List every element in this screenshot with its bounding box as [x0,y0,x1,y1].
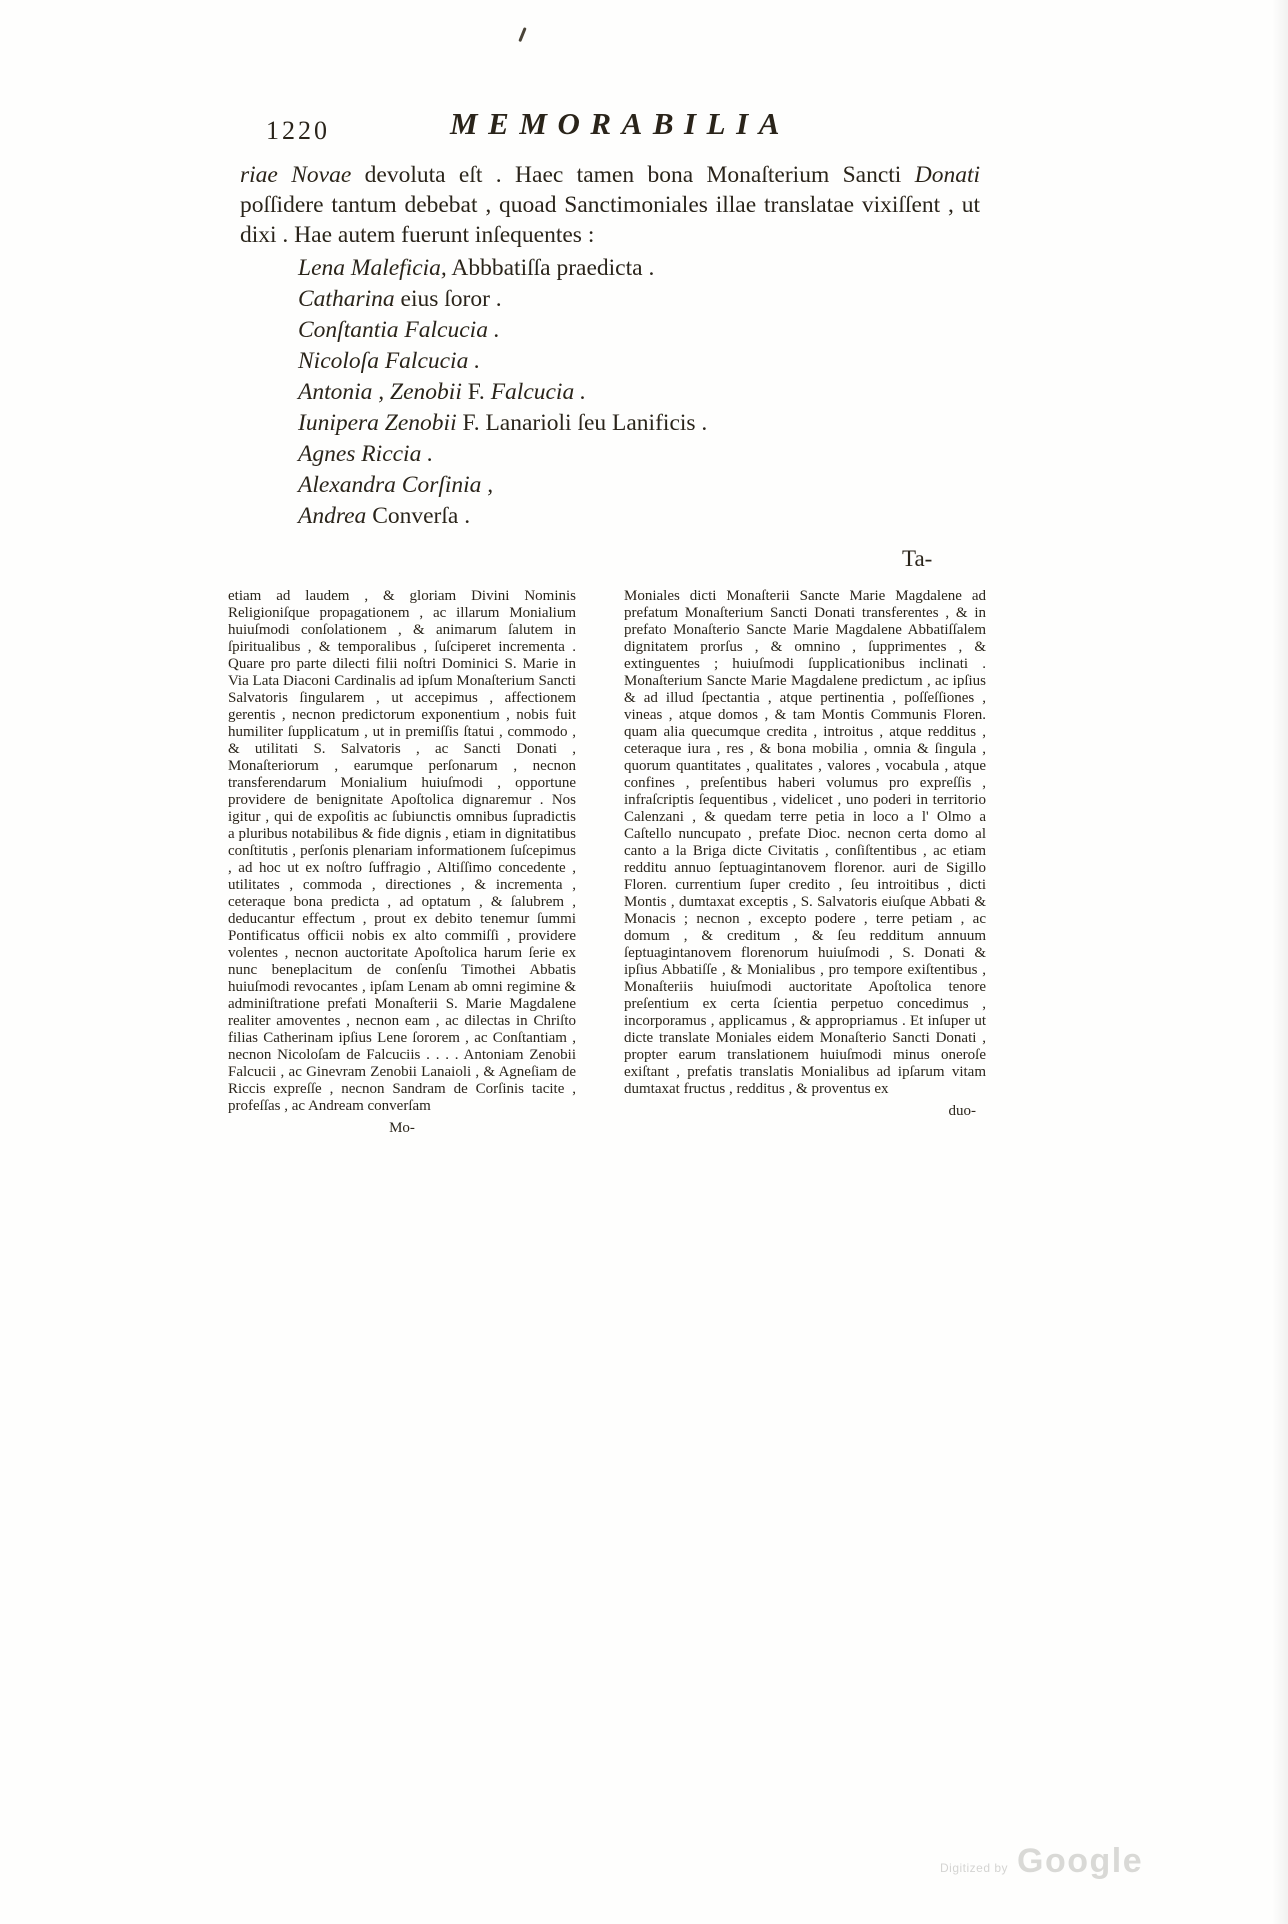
right-column [624,588,986,1137]
text-segment: Zenobii [390,379,462,405]
text-segment: eius ſoror . [394,286,502,312]
name-list-item [298,315,980,346]
intro-paragraph [240,160,980,250]
name-list-item [298,439,980,470]
main-text-block [240,160,980,532]
left-column-catchword: Mo- [389,1120,415,1136]
name-list-item [298,470,980,501]
nun-name-list [298,253,980,532]
text-segment: F. [461,379,491,405]
text-segment: poſſidere tantum debebat , quoad Sanctimoniales illae translatae vixiſſent , ut dixi . Hae autem fuerunt inſequentes : [240,192,980,248]
left-column [228,588,576,1137]
text-segment: Conſtantia Falcucia . [298,317,500,343]
text-segment: Nicoloſa Falcucia . [298,348,481,374]
text-segment: Falcucia . [490,379,586,405]
name-list-item [298,253,980,284]
text-segment: Andrea [298,503,367,529]
text-segment: Iunipera Zenobii [298,410,457,436]
text-segment: F. Lanarioli ſeu Lanificis . [456,410,708,436]
text-segment: Donati [914,162,980,188]
text-segment: Alexandra Corſinia , [298,472,494,498]
running-title: MEMORABILIA [450,106,790,141]
name-list-item [298,501,980,532]
google-watermark [940,1842,1143,1881]
text-segment: Converſa . [366,503,471,529]
text-segment: Lena Maleficia, [298,255,447,281]
left-column-text: etiam ad laudem , & gloriam Divini Nominis Religioniſque propagationem , ac illarum Monialium huiuſmodi conſolationem , & animarum ſalutem in ſpiritualibus , & temporalibus , ſuſciperet incrementa . Quare pro parte dilecti filii noſtri Dominici S. Marie in Via Lata Diaconi Cardinalis ad ipſum Monaſterium Sancti Salvatoris ſingularem , ut accepimus , affectionem gerentis , necnon predictorum exponentium , nobis fuit humiliter ſupplicatum , ut in premiſſis ſtatui , commodo , & utilitati S. Salvatoris , ac Sancti Donati , Monaſteriorum , earumque perſonarum , necnon transferendarum Monialium huiuſmodi , opportune providere de benignitate Apoſtolica dignaremur . Nos igitur , qui de expoſitis ac ſubiunctis omnibus ſupradictis a pluribus notabilibus & fide dignis , etiam in dignitatibus conſtitutis , perſonis plenariam informationem ſuſcepimus , ad hoc ut ex noſtro ſuffragio , Altiſſimo concedente , utilitates , commoda , directiones , & incrementa , ceteraque bona predicta , ad optatum , & ſalubrem , deducantur effectum , prout ex debito tenemur ſummi Pontificatus officii nobis ex alto commiſſi , providere volentes , necnon auctoritate Apoſtolica harum ſerie ex nunc beneplacitum de conſenſu Timothei Abbatis huiuſmodi revocantes , ipſam Lenam ab omni regimine & adminiſtratione prefati Monaſterii S. Marie Magdalene realiter amoventes , necnon eam , ac dilectas in Chriſto filias Catherinam ipſius Lene ſororem , ac Conſtantiam , necnon Nicoloſam de Falcuciis . . . . Antoniam Zenobii Falcucii , ac Ginevram Zenobii Lanaioli , & Agneſiam de Riccis expreſſe , necnon Sandram de Corſinis tacite , profeſſas , ac Andream converſam [228,588,576,1114]
name-list-item [298,284,980,315]
text-segment: Abbbatiſſa praedicta . [446,255,655,281]
text-segment: Catharina [298,286,395,312]
scan-artifact-mark [518,27,526,42]
page-number: 1220 [266,116,330,145]
name-list-item [298,408,980,439]
name-list-item [298,377,980,408]
digitized-by-label: Digitized by [940,1861,1009,1875]
text-segment: Antonia , [298,379,385,405]
text-segment: riae Novae [240,162,352,188]
catchword-main: Ta- [902,546,933,571]
name-list-item [298,346,980,377]
footnote-columns [228,588,986,1137]
right-column-text: Moniales dicti Monaſterii Sancte Marie Magdalene ad prefatum Monaſterium Sancti Donati transferentes , & in prefato Monaſterio Sancte Marie Magdalene Abbatiſſalem dignitatem prorſus , & omnino , ſupprimentes , & extinguentes ; huiuſmodi ſupplicationibus inclinati . Monaſterium Sancte Marie Magdalene predictum , ac ipſius & ad illud ſpectantia , atque pertinentia , poſſeſſiones , vineas , atque domos , & tam Montis Communis Floren. quam alia quecumque credita , introitus , atque redditus , ceteraque iura , res , & bona mobilia , omnia & ſingula , quorum quantitates , qualitates , valores , vocabula , atque confines , preſentibus haberi volumus pro expreſſis , infraſcriptis ſequentibus , videlicet , uno poderi in territorio Calenzani , & quedam terre petia in loco a l' Olmo a Caſtello nuncupato , prefate Dioc. necnon certa domo al canto a la Briga dicte Civitatis , conſiſtentibus , ac etiam redditu annuo ſeptuagintanovem florenor. auri de Sigillo Floren. currentium ſuper credito , ſeu introitibus , dicti Montis , dumtaxat exceptis , S. Salvatoris eiuſque Abbati & Monacis ; necnon , excepto podere , terre petiam , ac domum , & creditum , & ſeu redditum annuum ſeptuagintanovem florenorum huiuſmodi , S. Donati & ipſius Abbatiſſe , & Monialibus , pro tempore exiſtentibus , Monaſteriis huiuſmodi auctoritate Apoſtolica tenore preſentium ex certa ſcientia perpetuo concedimus , incorporamus , applicamus , & appropriamus . Et inſuper ut dicte translate Moniales eidem Monaſterio Sancti Donati , propter earum translationem huiuſmodi minus oneroſe exiſtant , prefatis translatis Monialibus ad ipſarum vitam dumtaxat fructus , redditus , & proventus ex [624,588,986,1097]
text-segment: Agnes Riccia . [298,441,434,467]
google-logo-text: Google [1017,1842,1144,1880]
right-column-catchword: duo- [948,1103,976,1119]
text-segment: devoluta eſt . Haec tamen bona Monaſterium Sancti [351,162,915,188]
